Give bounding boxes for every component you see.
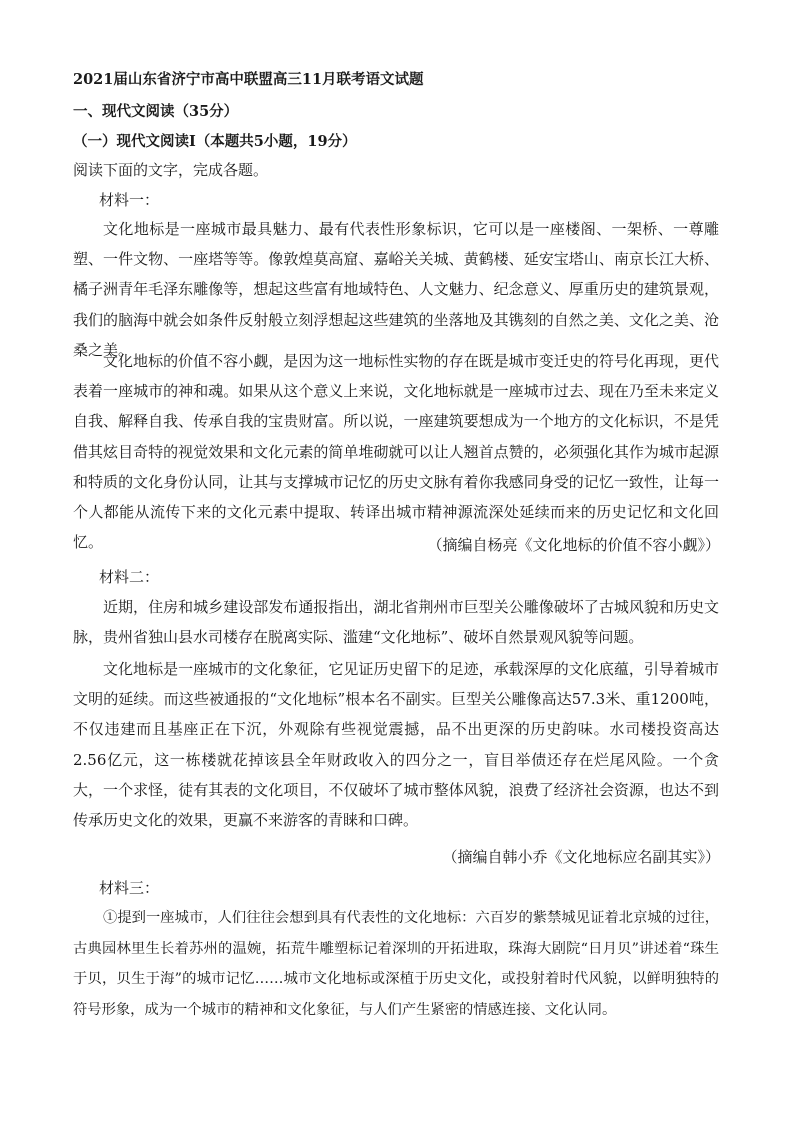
material-2-label: 材料二：	[99, 568, 160, 586]
material-1-label: 材料一：	[99, 191, 160, 209]
material-3-label: 材料三：	[99, 879, 160, 897]
material-1-paragraph-1: 文化地标是一座城市最具魅力、最有代表性形象标识，它可以是一座楼阁、一架桥、一尊雕塑、一件文物、一座塔等等。像敦煌莫高窟、嘉峪关关城、黄鹤楼、延安宝塔山、南京长江大桥、橘子洲青年毛泽东雕像等，想起这些富有地域特色、人文魅力、纪念意义、厚重历史的建筑景观，我们的脑海中就会如条件反射般立刻浮想起这些建筑的坐落地及其镌刻的自然之美、文化之美、沧桑之美。	[73, 220, 719, 359]
instruction-text: 阅读下面的文字，完成各题。	[73, 161, 269, 179]
section-heading: 一、现代文阅读（35分）	[73, 103, 239, 120]
subsection-heading: （一）现代文阅读Ⅰ（本题共5小题，19分）	[73, 133, 357, 150]
material-2-source: （摘编自韩小乔《文化地标应名副其实》）	[442, 848, 720, 866]
material-3-paragraph-1: ①提到一座城市，人们往往会想到具有代表性的文化地标：六百岁的紫禁城见证着北京城的过往，古典园林里生长着苏州的温婉，拓荒牛雕塑标记着深圳的开拓进取，珠海大剧院“日月贝”讲述着“珠生于贝，贝生于海”的城市记忆……城市文化地标或深植于历史文化，或投射着时代风貌，以鲜明独特的符号形象，成为一个城市的精神和文化象征，与人们产生紧密的情感连接、文化认同。	[73, 910, 719, 1018]
material-2-paragraph-2: 文化地标是一座城市的文化象征，它见证历史留下的足迹，承载深厚的文化底蕴，引导着城市文明的延续。而这些被通报的“文化地标”根本名不副实。巨型关公雕像高达57.3米、重1200吨，不仅违建而且基座正在下沉，外观除有些视觉震撼，品不出更深的历史韵味。水司楼投资高达2.56亿元，这一栋楼就花掉该县全年财政收入的四分之一，盲目举债还存在烂尾风险。一个贪大，一个求怪，徒有其表的文化项目，不仅破坏了城市整体风貌，浪费了经济社会资源，也达不到传承历史文化的效果，更赢不来游客的青睐和口碑。	[73, 660, 719, 830]
document-title: 2021届山东省济宁市高中联盟高三11月联考语文试题	[73, 71, 424, 88]
material-1-source: （摘编自杨亮《文化地标的价值不容小觑》）	[427, 536, 720, 554]
material-2-paragraph-1: 近期，住房和城乡建设部发布通报指出，湖北省荆州市巨型关公雕像破坏了古城风貌和历史文脉，贵州省独山县水司楼存在脱离实际、滥建“文化地标”、破坏自然景观风貌等问题。	[73, 598, 719, 647]
material-1-paragraph-2: 文化地标的价值不容小觑，是因为这一地标性实物的存在既是城市变迁史的符号化再现，更代表着一座城市的神和魂。如果从这个意义上来说，文化地标就是一座城市过去、现在乃至未来定义自我、解释自我、传承自我的宝贵财富。所以说，一座建筑要想成为一个地方的文化标识，不是凭借其炫目奇特的视觉效果和文化元素的简单堆砌就可以让人翘首点赞的，必须强化其作为城市起源和特质的文化身份认同，让其与支撑城市记忆的历史文脉有着你我感同身受的记忆一致性，让每一个人都能从流传下来的文化元素中提取、转译出城市精神源流深处延续而来的历史记忆和文化回忆。	[73, 352, 719, 552]
